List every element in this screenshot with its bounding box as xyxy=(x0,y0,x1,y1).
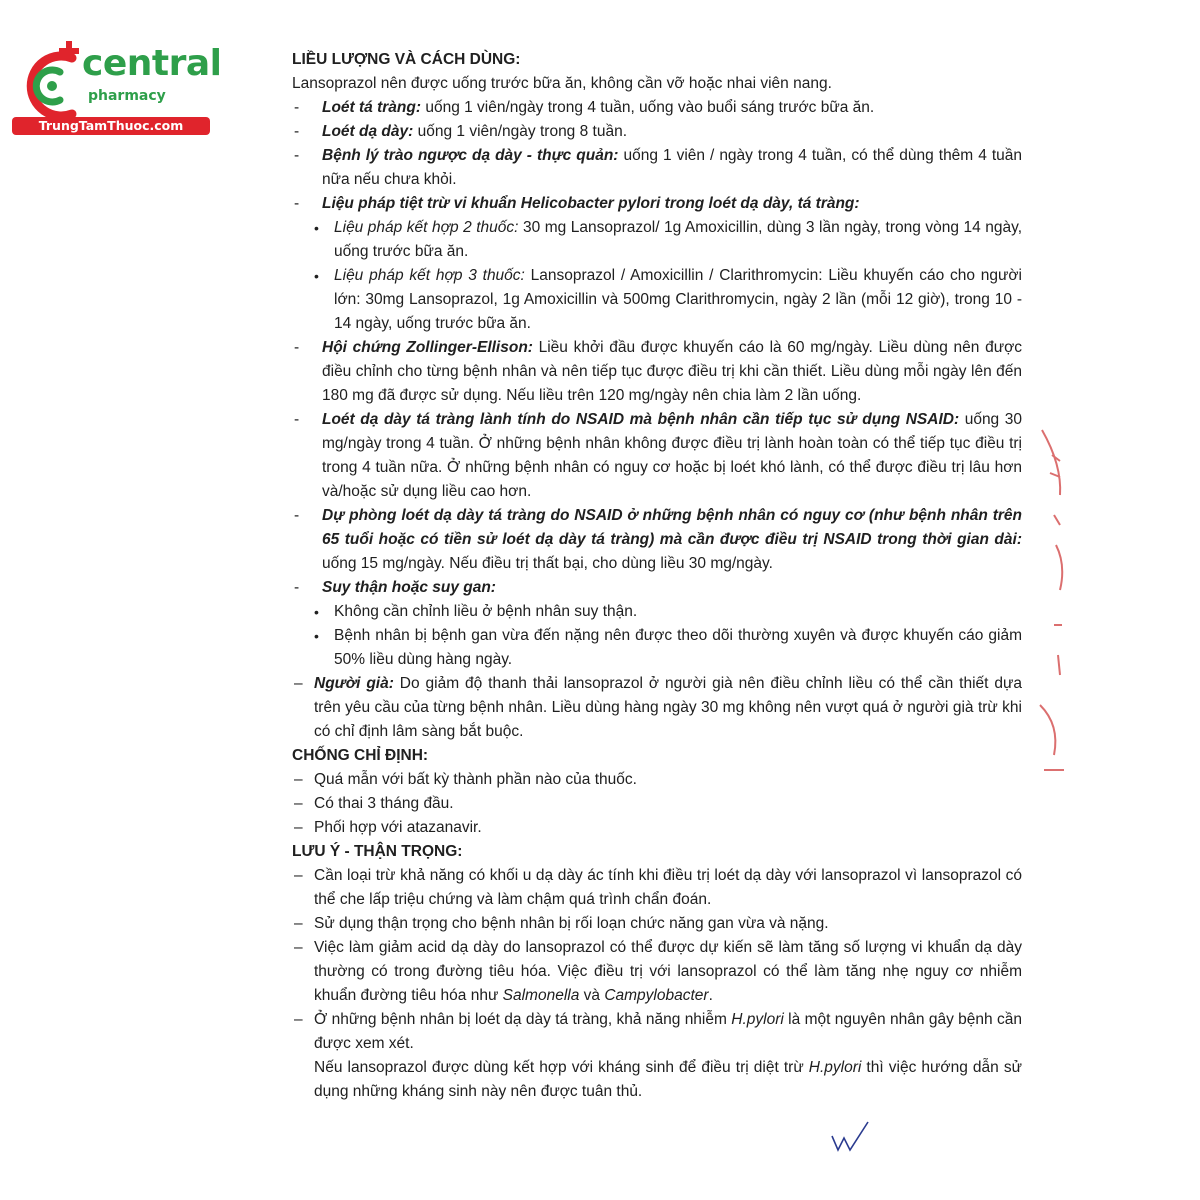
item-text: uống 1 viên/ngày trong 8 tuần. xyxy=(413,123,628,140)
dosage-item-elderly xyxy=(292,672,1022,744)
item-title: Loét dạ dày: xyxy=(322,123,414,140)
dosage-item-zollinger xyxy=(292,336,1022,408)
dash-marker: – xyxy=(294,915,303,932)
bacteria-name: H.pylori xyxy=(731,1011,784,1028)
item-text: . xyxy=(708,987,713,1004)
item-title: Người già: xyxy=(314,675,394,692)
hp-triple-therapy xyxy=(292,264,1022,336)
item-title: Loét dạ dày tá tràng lành tính do NSAID mà bệnh nhân cần tiếp tục sử dụng NSAID: xyxy=(322,411,960,428)
contra-item-2 xyxy=(292,792,1022,816)
item-text: 30 mg Lansoprazol/ 1g Amoxicillin, dùng 3 lần ngày, trong vòng 14 ngày, uống trước bữa ăn. xyxy=(334,219,1022,260)
signature-mark xyxy=(828,1116,878,1156)
dosage-item-reflux xyxy=(292,144,1022,192)
item-title: Liệu pháp tiệt trừ vi khuẩn Helicobacter pylori trong loét dạ dày, tá tràng: xyxy=(322,195,860,212)
logo-brand: central xyxy=(82,43,222,84)
contra-item-3 xyxy=(292,816,1022,840)
dash-marker: – xyxy=(294,867,303,884)
caution-item-5 xyxy=(292,1056,1022,1104)
dash-marker: – xyxy=(294,675,303,692)
item-text: uống 15 mg/ngày. Nếu điều trị thất bại, cho dùng liều 30 mg/ngày. xyxy=(322,555,773,572)
item-text: thì việc hướng dẫn sử dụng những kháng sinh này nên được tuân thủ. xyxy=(314,1059,1022,1100)
cautions-heading: LƯU Ý - THẬN TRỌNG: xyxy=(292,843,463,860)
dash-marker: - xyxy=(294,507,300,524)
item-text: Bệnh nhân bị bệnh gan vừa đến nặng nên được theo dõi thường xuyên và được khuyến cáo giảm 50% liều dùng hàng ngày. xyxy=(334,627,1022,668)
dash-marker: - xyxy=(294,99,300,116)
item-title: Suy thận hoặc suy gan: xyxy=(322,579,496,596)
item-text: Ở những bệnh nhân bị loét dạ dày tá tràng, khả năng nhiễm xyxy=(314,1011,732,1028)
item-text: và xyxy=(579,987,605,1004)
item-text: Không cần chỉnh liều ở bệnh nhân suy thận. xyxy=(334,603,638,620)
dash-marker: - xyxy=(294,123,300,140)
item-text: Sử dụng thận trọng cho bệnh nhân bị rối loạn chức năng gan vừa và nặng. xyxy=(314,915,829,932)
renal-note-1 xyxy=(292,600,1022,624)
dosage-item-gastric xyxy=(292,120,1022,144)
bacteria-name: Campylobacter xyxy=(604,987,709,1004)
caution-item-3 xyxy=(292,936,1022,1008)
logo-site-url[interactable]: TrungTamThuoc.com xyxy=(12,117,210,135)
caution-item-4 xyxy=(292,1008,1022,1056)
item-title: Liệu pháp kết hợp 2 thuốc: xyxy=(334,219,519,236)
bacteria-name: Salmonella xyxy=(502,987,580,1004)
item-title: Bệnh lý trào ngược dạ dày - thực quản: xyxy=(322,147,619,164)
dosage-item-nsaid-ulcer xyxy=(292,408,1022,504)
item-title: Hội chứng Zollinger-Ellison: xyxy=(322,339,533,356)
item-text: Việc làm giảm acid dạ dày do lansoprazol có thể được dự kiến sẽ làm tăng số lượng vi khuẩn dạ dày thường có trong đường tiêu hóa. Việc điều trị với lansoprazol có thể làm tăng nhẹ nguy cơ nhiễm khuẩn đường tiêu hóa như xyxy=(314,939,1022,1004)
caution-item-2 xyxy=(292,912,1022,936)
dosage-item-nsaid-prevention xyxy=(292,504,1022,576)
item-text: Nếu lansoprazol được dùng kết hợp với kháng sinh để điều trị diệt trừ xyxy=(314,1059,809,1076)
dash-marker: - xyxy=(294,579,300,596)
dosage-item-duodenal xyxy=(292,96,1022,120)
bullet-marker: • xyxy=(314,268,319,284)
dosage-item-renal-hepatic xyxy=(292,576,1022,600)
dash-marker: – xyxy=(294,795,303,812)
item-text: uống 30 mg/ngày trong 4 tuần. Ở những bệnh nhân không được điều trị lành hoàn toàn có thể tiếp tục điều trị trong 4 tuần nữa. Ở những bệnh nhân có nguy cơ hoặc bị loét khó lành, có thể được điều trị lâu hơn và/hoặc sử dụng liều cao hơn. xyxy=(322,411,1022,500)
renal-note-2 xyxy=(292,624,1022,672)
item-text: Cần loại trừ khả năng có khối u dạ dày ác tính khi điều trị loét dạ dày với lansoprazol vì lansoprazol có thể che lấp triệu chứng và làm chậm quá trình chẩn đoán. xyxy=(314,867,1022,908)
dash-marker: - xyxy=(294,411,300,428)
item-text: uống 1 viên / ngày trong 4 tuần, có thể dùng thêm 4 tuần nữa nếu chưa khỏi. xyxy=(322,147,1023,188)
item-text: Liều khởi đầu được khuyến cáo là 60 mg/ngày. Liều dùng nên được điều chỉnh cho từng bệnh nhân và nên tiếp tục được điều trị khi cần thiết. Liều dùng mỗi ngày lên đến 180 mg đã được sử dụng. Nếu liều trên 120 mg/ngày nên chia làm 2 lần uống. xyxy=(322,339,1022,404)
dash-marker: – xyxy=(294,819,303,836)
bacteria-name: H.pylori xyxy=(808,1059,862,1076)
caution-item-1 xyxy=(292,864,1022,912)
dash-marker: - xyxy=(294,147,300,164)
red-stamp-fragment xyxy=(1032,425,1072,785)
item-title: Loét tá tràng: xyxy=(322,99,422,116)
bullet-marker: • xyxy=(314,220,319,236)
item-text: là một nguyên nhân gây bệnh cần được xem xét. xyxy=(314,1011,1022,1052)
dosage-item-hpylori xyxy=(292,192,1022,216)
bullet-marker: • xyxy=(314,628,319,644)
dash-marker: – xyxy=(294,1011,303,1028)
item-title: Liệu pháp kết hợp 3 thuốc: xyxy=(334,267,525,284)
dash-marker: - xyxy=(294,195,300,212)
item-text: Phối hợp với atazanavir. xyxy=(314,819,482,836)
hp-dual-therapy xyxy=(292,216,1022,264)
item-text: Quá mẫn với bất kỳ thành phần nào của thuốc. xyxy=(314,771,637,788)
item-title: Dự phòng loét dạ dày tá tràng do NSAID ở những bệnh nhân có nguy cơ (như bệnh nhân trên 65 tuổi hoặc có tiền sử loét dạ dày tá tràng) mà cần được điều trị NSAID trong thời gian dài: xyxy=(322,507,1022,548)
item-text: Lansoprazol / Amoxicillin / Clarithromycin: Liều khuyến cáo cho người lớn: 30mg Lansoprazol, 1g Amoxicillin và 500mg Clarithromycin, ngày 2 lần (mỗi 12 giờ), trong 10 - 14 ngày, uống trước bữa ăn. xyxy=(334,267,1022,332)
bullet-marker: • xyxy=(314,604,319,620)
dosage-heading: LIỀU LƯỢNG VÀ CÁCH DÙNG: xyxy=(292,51,521,68)
dash-marker: - xyxy=(294,339,300,356)
dash-marker: – xyxy=(294,939,303,956)
leaflet-document xyxy=(292,48,1022,1104)
contraindications-heading: CHỐNG CHỈ ĐỊNH: xyxy=(292,747,429,764)
contra-item-1 xyxy=(292,768,1022,792)
logo-subtitle: pharmacy xyxy=(88,88,166,104)
item-text: uống 1 viên/ngày trong 4 tuần, uống vào buổi sáng trước bữa ăn. xyxy=(421,99,875,116)
dash-marker: – xyxy=(294,771,303,788)
item-text: Có thai 3 tháng đầu. xyxy=(314,795,454,812)
item-text: Do giảm độ thanh thải lansoprazol ở người già nên điều chỉnh liều có thể cần thiết dựa trên yêu cầu của từng bệnh nhân. Liều dùng hàng ngày 30 mg không nên vượt quá ở người già trừ khi có chỉ định lâm sàng bắt buộc. xyxy=(314,675,1022,740)
dosage-intro: Lansoprazol nên được uống trước bữa ăn, không cần vỡ hoặc nhai viên nang. xyxy=(292,75,832,92)
